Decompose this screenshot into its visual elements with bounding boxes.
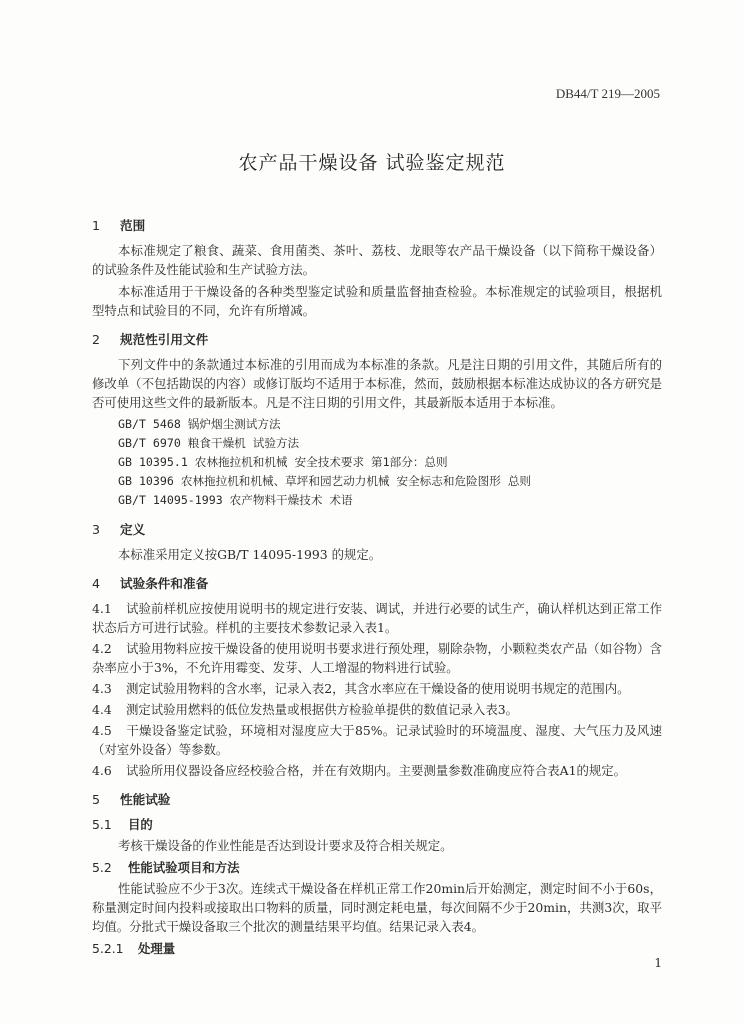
clause-item [92,639,662,677]
subsection-title: 目的 [128,817,153,832]
subsection-title: 处理量 [138,941,176,956]
paragraph: 本标准规定了粮食、蔬菜、食用菌类、茶叶、荔枝、龙眼等农产品干燥设备（以下简称干燥设备）的试验条件及性能试验和生产试验方法。 [92,243,662,277]
document-number: DB44/T 219—2005 [555,86,660,101]
document-body [92,206,662,960]
document-title: 农产品干燥设备 试验鉴定规范 [238,152,506,174]
paragraph: 考核干燥设备的作业性能是否达到设计要求及符合相关规定。 [118,838,453,853]
subsection-number: 5.2.1 [92,941,124,956]
section-number: 3 [92,522,101,537]
section-title: 范围 [120,218,146,233]
reference-item: GB 10396 农林拖拉机和机械、草坪和园艺动力机械 安全标志和危险图形 总则 [118,474,532,488]
section-1-heading [92,216,662,235]
reference-item: GB/T 14095-1993 农产物料干燥技术 术语 [118,493,353,507]
reference-item: GB/T 5468 锅炉烟尘测试方法 [118,417,281,431]
section-number: 4 [92,576,101,591]
section-4-heading [92,574,662,593]
clause-text: 试验前样机应按使用说明书的规定进行安装、调试，并进行必要的试生产，确认样机达到正常工作状态后方可进行试验。样机的主要技术参数记录入表1。 [92,601,662,635]
subsection-number: 5.2 [92,860,112,875]
clause-number: 4.5 [92,723,112,738]
section-2-heading [92,330,662,349]
clause-item [92,599,662,637]
clause-item [92,761,662,780]
subsection-number: 5.1 [92,817,112,832]
clause-text: 试验用物料应按干燥设备的使用说明书要求进行预处理，剔除杂物，小颗粒类农产品（如谷物）含杂率应小于3%，不允许用霉变、发芽、人工增湿的物料进行试验。 [92,641,662,675]
section-number: 5 [92,792,101,807]
paragraph: 下列文件中的条款通过本标准的引用而成为本标准的条款。凡是注日期的引用文件，其随后所有的修改单（不包括勘误的内容）或修订版均不适用于本标准，然而，鼓励根据本标准达成协议的各方研究是否可使用这些文件的最新版本。凡是不注日期的引用文件，其最新版本适用于本标准。 [92,357,662,410]
section-3-heading [92,520,662,539]
clause-number: 4.6 [92,763,112,778]
paragraph: 本标准采用定义按GB/T 14095-1993 的规定。 [118,547,382,562]
clause-item [92,679,662,698]
clause-text: 测定试验用物料的含水率，记录入表2，其含水率应在干燥设备的使用说明书规定的范围内。 [126,681,630,696]
reference-item: GB/T 6970 粮食干燥机 试验方法 [118,436,300,450]
subsection-title: 性能试验项目和方法 [128,860,240,875]
page-number: 1 [654,956,662,970]
clause-text: 干燥设备鉴定试验，环境相对湿度应大于85%。记录试验时的环境温度、湿度、大气压力及风速（对室外设备）等参数。 [92,723,662,757]
clause-number: 4.3 [92,681,112,696]
subsection-5-2-1-heading [92,939,662,958]
section-title: 定义 [120,522,146,537]
paragraph: 性能试验应不少于3次。连续式干燥设备在样机正常工作20min后开始测定，测定时间不小于60s，称量测定时间内投料或接取出口物料的质量，同时测定耗电量，每次间隔不少于20min，共测3次，取平均值。分批式干燥设备取三个批次的测量结果平均值。结果记录入表4。 [92,881,662,934]
paragraph: 本标准适用于干燥设备的各种类型鉴定试验和质量监督抽查检验。本标准规定的试验项目，根据机型特点和试验目的不同，允许有所增减。 [92,284,662,318]
clause-item [92,700,662,719]
subsection-5-1-heading [92,815,662,834]
section-number: 1 [92,218,101,233]
section-number: 2 [92,332,101,347]
clause-text: 测定试验用燃料的低位发热量或根据供方检验单提供的数值记录入表3。 [126,702,518,717]
clause-item [92,721,662,759]
section-5-heading [92,790,662,809]
section-title: 试验条件和准备 [120,576,209,591]
section-title: 规范性引用文件 [120,332,209,347]
clause-text: 试验所用仪器设备应经校验合格，并在有效期内。主要测量参数准确度应符合表A1的规定。 [126,763,627,778]
clause-number: 4.2 [92,641,112,656]
clause-number: 4.4 [92,702,112,717]
clause-number: 4.1 [92,601,112,616]
reference-item: GB 10395.1 农林拖拉机和机械 安全技术要求 第1部分：总则 [118,455,448,469]
subsection-5-2-heading [92,858,662,877]
section-title: 性能试验 [120,792,171,807]
